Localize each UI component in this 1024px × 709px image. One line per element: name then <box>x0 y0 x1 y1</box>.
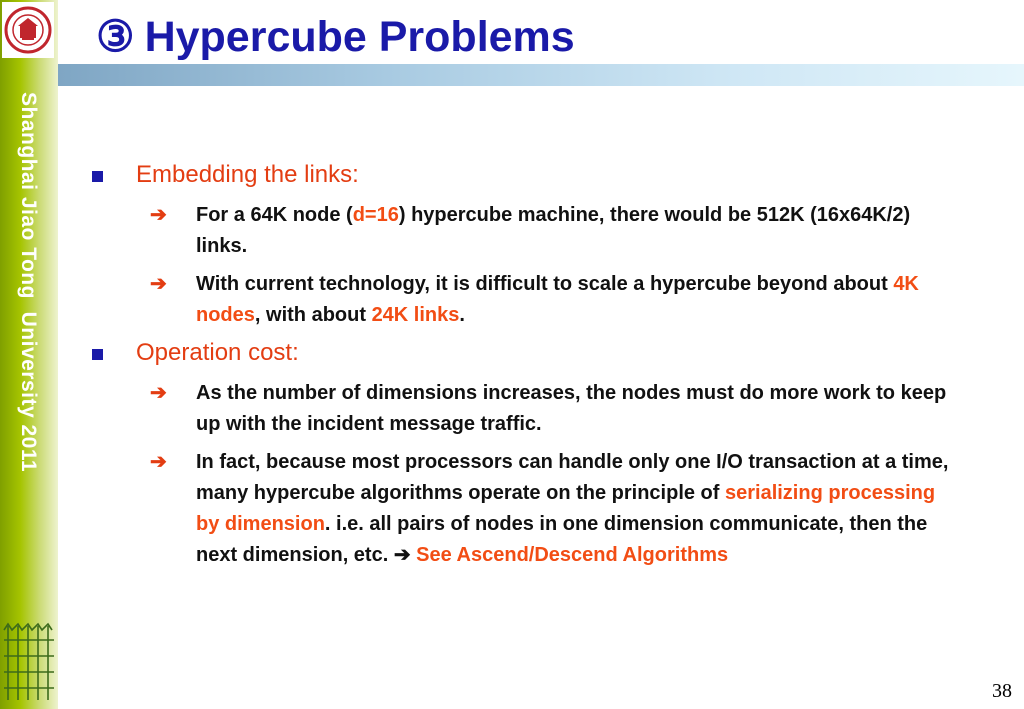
arrow-bullet-icon: ➔ <box>150 451 167 473</box>
highlight-text: d=16 <box>352 204 399 226</box>
bullet-point: ➔ For a 64K node (d=16) hypercube machine, there would be 512K (16x64K/2) links. <box>90 200 956 262</box>
seal-icon <box>4 4 52 56</box>
institution-vertical-text: Shanghai Jiao Tong University 2011 <box>17 92 40 473</box>
university-logo <box>2 2 54 58</box>
bullet-point: ➔ In fact, because most processors can handle only one I/O transaction at a time, many hypercube algorithms operate on the principle of serializing processing by dimension. i.e. all pairs of nodes in one dimension communicate, then the next dimension, etc. ➔ See Ascend/Descend Algorithms <box>90 447 956 571</box>
slide-body <box>90 160 990 578</box>
page-number: 38 <box>992 680 1012 702</box>
arrow-bullet-icon: ➔ <box>150 273 167 295</box>
inline-arrow-icon: ➔ <box>393 544 411 566</box>
decorative-lattice-icon <box>2 620 56 704</box>
sidebar <box>0 0 58 709</box>
bullet-point: ➔ As the number of dimensions increases, the nodes must do more work to keep up with the incident message traffic. <box>90 378 956 440</box>
section-heading: Operation cost: <box>90 338 990 368</box>
title-underline-bar <box>58 64 1024 86</box>
square-bullet-icon <box>92 171 103 182</box>
section-heading: Embedding the links: <box>90 160 990 190</box>
title-text: Hypercube Problems <box>144 13 575 61</box>
slide-title <box>96 10 575 64</box>
arrow-bullet-icon: ➔ <box>150 204 167 226</box>
highlight-text: 4K nodes <box>196 273 919 326</box>
title-marker: ③ <box>96 13 135 61</box>
highlight-text: See Ascend/Descend Algorithms <box>416 544 729 566</box>
highlight-text: serializing processing by dimension <box>196 482 936 535</box>
square-bullet-icon <box>92 349 103 360</box>
highlight-text: 24K links <box>371 304 460 326</box>
arrow-bullet-icon: ➔ <box>150 382 167 404</box>
bullet-point: ➔ With current technology, it is difficult to scale a hypercube beyond about 4K nodes, with about 24K links. <box>90 269 956 331</box>
